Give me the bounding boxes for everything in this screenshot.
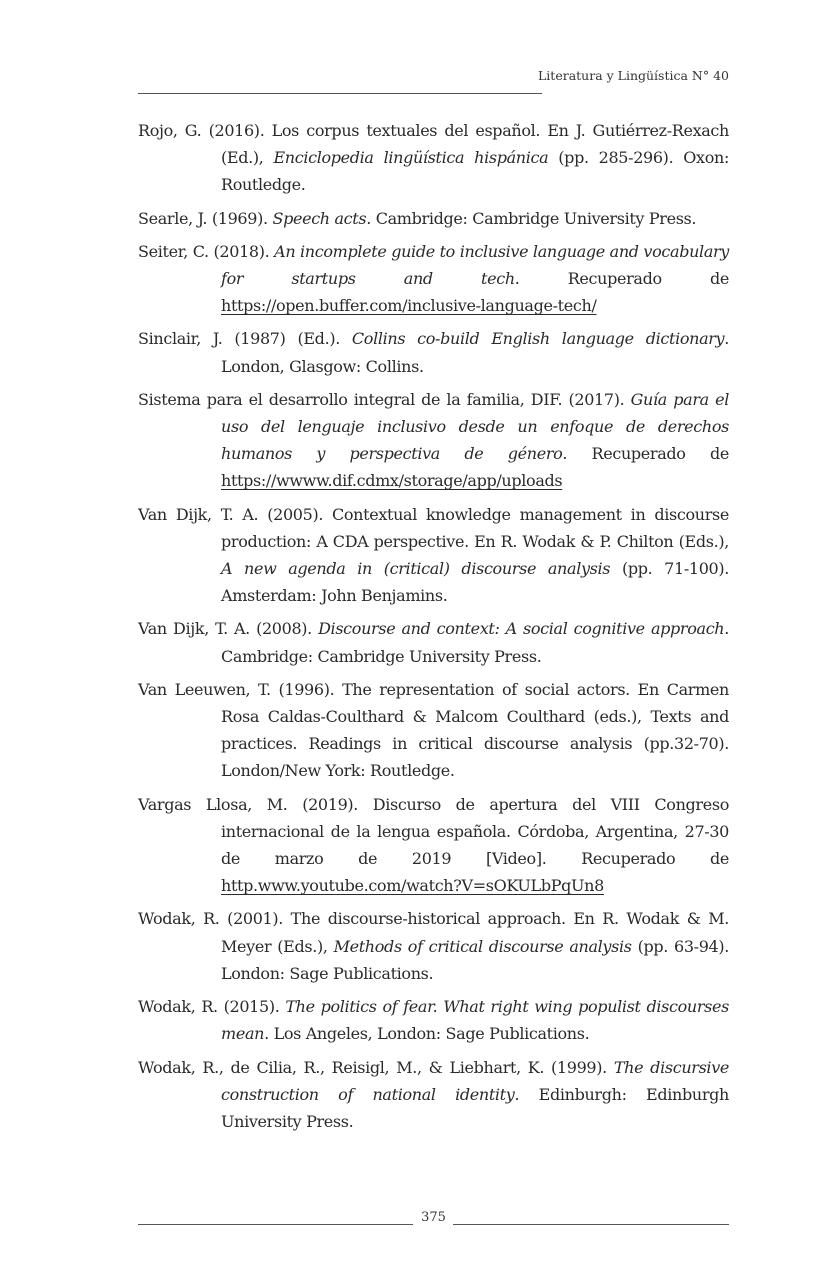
reference-title: Guía para el uso del lenguaje inclusivo desde un enfoque de derechos humanos y perspectiva de género [221,389,729,464]
reference-link[interactable]: http.www.youtube.com/watch?V=sOKULbPqUn8 [221,876,604,896]
reference-details: (pp. 63-94). London: Sage Publications. [221,936,729,983]
reference-entry [138,325,729,379]
reference-title: Enciclopedia lingüística hispánica [273,148,549,168]
page-header [138,66,729,96]
reference-entry [138,905,729,987]
reference-title: A new agenda in (critical) discourse analysis [221,559,611,579]
header-rule [138,93,542,94]
reference-details: . Edinburgh: Edinburgh University Press. [221,1084,729,1131]
reference-details: . London, Glasgow: Collins. [221,329,729,376]
reference-list [138,117,729,1141]
reference-link[interactable]: https://open.buffer.com/inclusive-language-tech/ [221,296,597,316]
reference-author: Sistema para el desarrollo integral de la familia, DIF. (2017). [138,389,631,409]
reference-author: Van Dijk, T. A. (2005). Contextual knowledge management in discourse production: A CDA perspective. En R. Wodak & P. Chilton (Eds.), [138,504,729,551]
page-footer [138,1208,729,1228]
reference-title: Methods of critical discourse analysis [333,936,632,956]
reference-author: Seiter, C. (2018). [138,241,275,261]
reference-details: . Los Angeles, London: Sage Publications. [264,1024,590,1044]
reference-details: . Recuperado de [514,269,729,289]
reference-entry [138,205,729,232]
journal-name: Literatura y Lingüística N° 40 [538,68,729,83]
reference-entry [138,676,729,785]
reference-author: Wodak, R. (2015). [138,997,286,1017]
reference-title: Discourse and context: A social cognitive approach [318,619,725,639]
footer-rule-right [453,1224,729,1225]
reference-author: Sinclair, J. (1987) (Ed.). [138,329,352,349]
reference-entry [138,117,729,199]
reference-title: Collins co-build English language dictionary [351,329,725,349]
reference-entry [138,791,729,900]
reference-title: An incomplete guide to inclusive language and vocabulary for startups and tech [221,241,729,289]
reference-author: Vargas Llosa, M. (2019). Discurso de apertura del VIII Congreso internacional de la lengua española. Córdoba, Argentina, 27-30 de marzo de 2019 [Video]. Recuperado de [138,794,729,869]
page-number: 375 [421,1210,446,1225]
reference-details: . Cambridge: Cambridge University Press. [221,619,730,666]
reference-link[interactable]: https://wwww.dif.cdmx/storage/app/uploads [221,471,563,491]
reference-details: (pp. 285-296). Oxon: Routledge. [221,148,729,195]
reference-author: Wodak, R., de Cilia, R., Reisigl, M., & Liebhart, K. (1999). [138,1057,614,1077]
reference-title: The politics of fear. What right wing populist discourses mean [221,997,729,1044]
reference-author: Searle, J. (1969). [138,208,273,228]
reference-details: . Recuperado de [562,444,729,464]
reference-details: . Cambridge: Cambridge University Press. [366,208,697,228]
reference-title: Speech acts [272,208,367,228]
reference-entry [138,386,729,495]
reference-author: Van Dijk, T. A. (2008). [138,619,319,639]
reference-entry [138,501,729,610]
reference-author: Rojo, G. (2016). Los corpus textuales del español. En J. Gutiérrez-Rexach (Ed.), [138,121,729,168]
reference-author: Wodak, R. (2001). The discourse-historical approach. En R. Wodak & M. Meyer (Eds.), [138,909,729,956]
reference-details: (pp. 71-100). Amsterdam: John Benjamins. [221,559,729,606]
reference-title: The discursive construction of national identity [221,1057,730,1104]
reference-entry [138,615,729,669]
reference-entry [138,1054,729,1136]
reference-entry [138,993,729,1047]
reference-entry [138,238,729,320]
reference-author: Van Leeuwen, T. (1996). The representation of social actors. En Carmen Rosa Caldas-Coulthard & Malcom Coulthard (eds.), Texts and practices. Readings in critical discourse analysis (pp.32-70). London/New York: Routledge. [138,679,729,781]
